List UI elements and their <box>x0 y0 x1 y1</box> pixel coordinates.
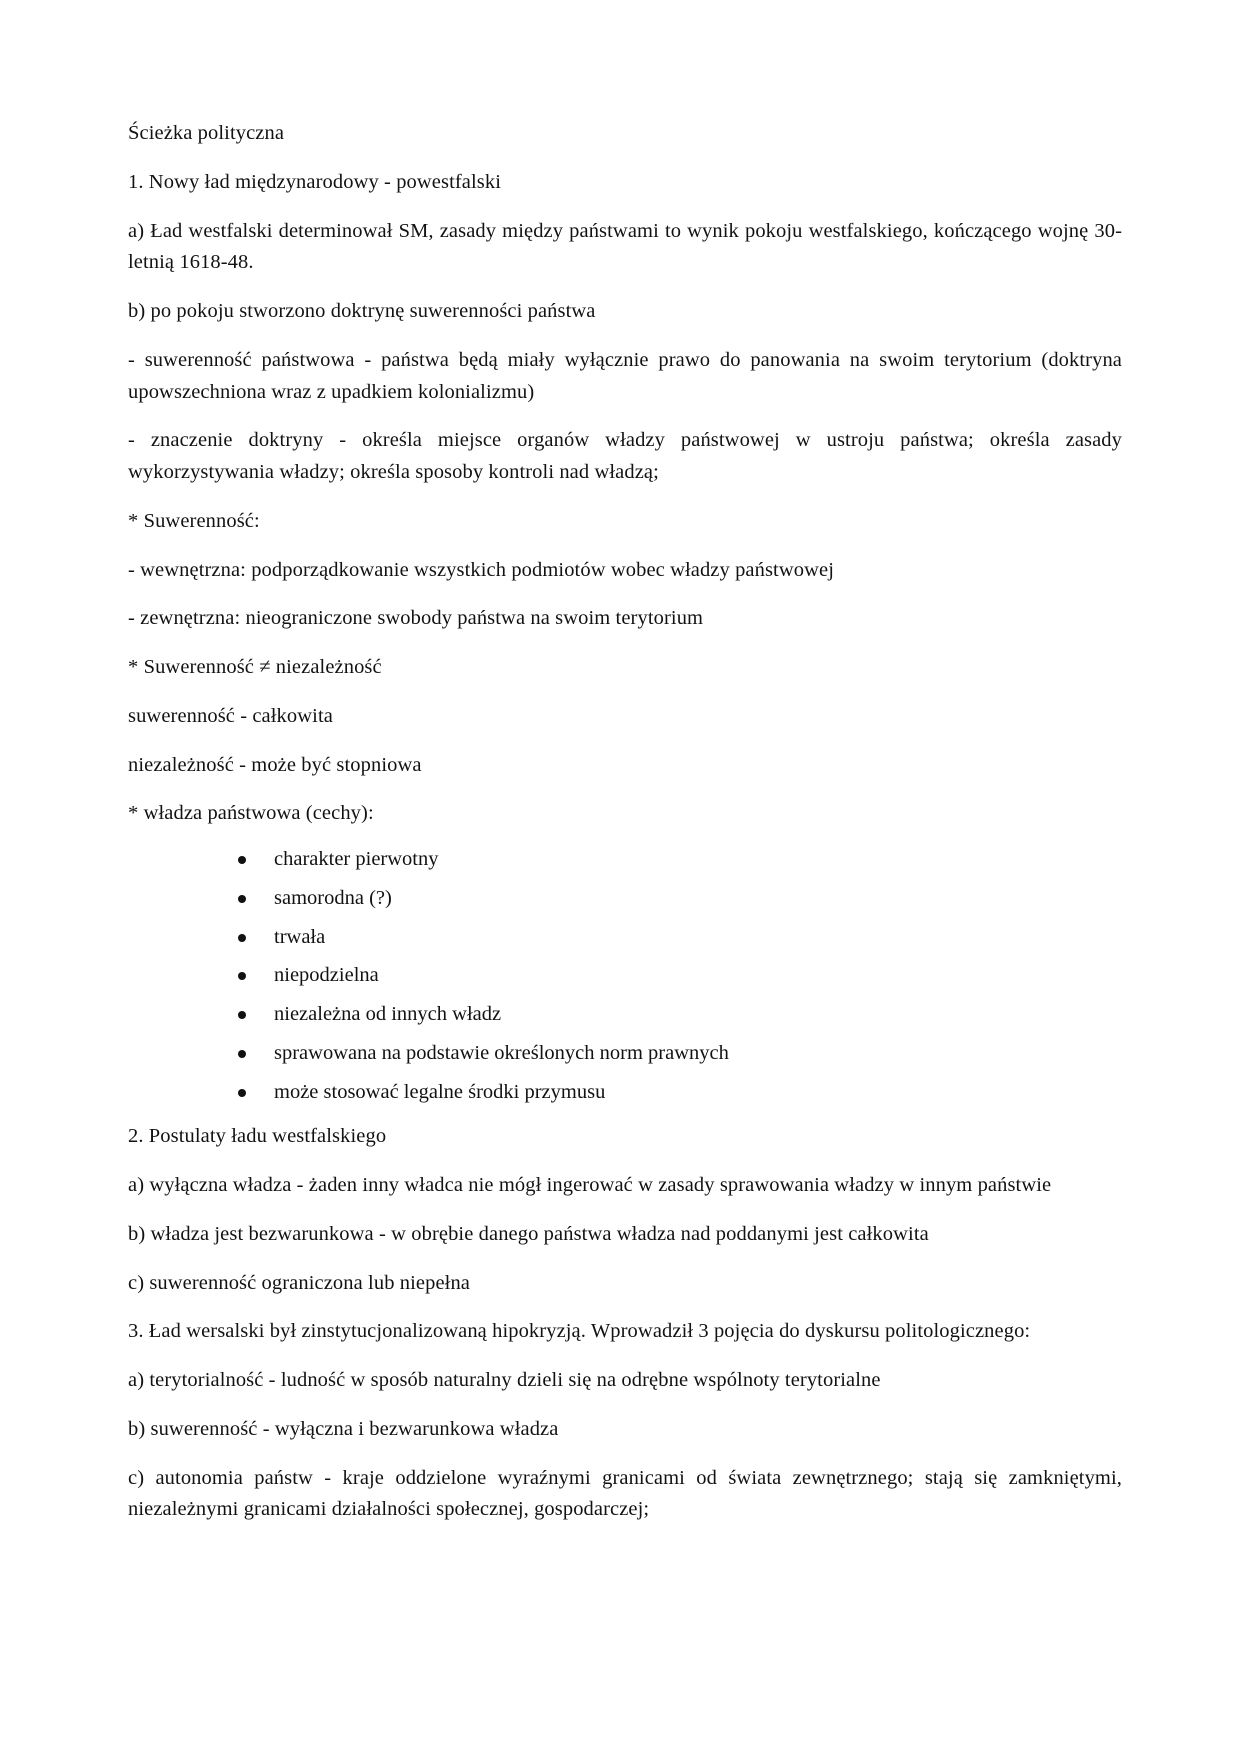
section-2-item-b: b) władza jest bezwarunkowa - w obrębie danego państwa władza nad poddanymi jest całkowita <box>128 1222 929 1245</box>
list-item <box>238 1039 1122 1069</box>
list-item <box>238 923 1122 953</box>
list-item <box>238 884 1122 914</box>
section-1-item-b: b) po pokoju stworzono doktrynę suwerenności państwa <box>128 300 596 323</box>
list-item-label: trwała <box>274 925 326 948</box>
list-item <box>238 961 1122 991</box>
bullet-icon <box>238 934 246 942</box>
state-sovereignty-definition: - suwerenność państwowa - państwa będą miały wyłącznie prawo do panowania na swoim terytorium (doktryna upowszechniona wraz z upadkiem kolonializmu) <box>128 348 1122 403</box>
sovereignty-vs-independence: * Suwerenność ≠ niezależność <box>128 656 382 679</box>
section-2-item-a: a) wyłączna władza - żaden inny władca nie mógł ingerować w zasady sprawowania władzy w innym państwie <box>128 1174 1052 1197</box>
bullet-icon <box>238 1011 246 1019</box>
list-item <box>238 1000 1122 1030</box>
list-item-label: niepodzielna <box>274 964 379 987</box>
document-body <box>128 118 1122 1526</box>
list-item <box>238 1078 1122 1108</box>
sovereignty-internal: - wewnętrzna: podporządkowanie wszystkich podmiotów wobec władzy państwowej <box>128 558 835 581</box>
bullet-icon <box>238 1089 246 1097</box>
list-item-label: sprawowana na podstawie określonych norm prawnych <box>274 1041 729 1064</box>
section-3-item-c: c) autonomia państw - kraje oddzielone wyraźnymi granicami od świata zewnętrznego; stają się zamkniętymi, niezależnymi granicami działalności społecznej, gospodarczej; <box>128 1466 1122 1521</box>
list-item-label: niezależna od innych władz <box>274 1003 502 1026</box>
independence-gradual: niezależność - może być stopniowa <box>128 753 422 776</box>
list-item-label: charakter pierwotny <box>274 848 439 871</box>
section-1-item-a: a) Ład westfalski determinował SM, zasady między państwami to wynik pokoju westfalskiego, kończącego wojnę 30-letnią 1618-48. <box>128 219 1122 274</box>
bullet-icon <box>238 972 246 980</box>
sovereignty-external: - zewnętrzna: nieograniczone swobody państwa na swoim terytorium <box>128 607 704 630</box>
state-power-heading: * władza państwowa (cechy): <box>128 802 374 825</box>
list-item-label: samorodna (?) <box>274 886 392 909</box>
bullet-icon <box>238 1050 246 1058</box>
state-power-features-list <box>128 845 1122 1107</box>
section-2-item-c: c) suwerenność ograniczona lub niepełna <box>128 1271 471 1294</box>
section-3-item-a: a) terytorialność - ludność w sposób naturalny dzieli się na odrębne wspólnoty terytorialne <box>128 1369 881 1392</box>
section-1-heading: 1. Nowy ład międzynarodowy - powestfalski <box>128 170 502 193</box>
section-3-heading: 3. Ład wersalski był zinstytucjonalizowaną hipokryzją. Wprowadził 3 pojęcia do dyskursu politologicznego: <box>128 1320 1031 1343</box>
section-3-item-b: b) suwerenność - wyłączna i bezwarunkowa władza <box>128 1417 559 1440</box>
bullet-icon <box>238 856 246 864</box>
list-item-label: może stosować legalne środki przymusu <box>274 1080 606 1103</box>
sovereignty-heading: * Suwerenność: <box>128 509 260 532</box>
page-title: Ścieżka polityczna <box>128 122 285 144</box>
section-2-heading: 2. Postulaty ładu westfalskiego <box>128 1125 387 1148</box>
doctrine-meaning: - znaczenie doktryny - określa miejsce organów władzy państwowej w ustroju państwa; określa zasady wykorzystywania władzy; określa sposoby kontroli nad władzą; <box>128 429 1122 484</box>
bullet-icon <box>238 895 246 903</box>
list-item <box>238 845 1122 875</box>
sovereignty-total: suwerenność - całkowita <box>128 704 333 727</box>
